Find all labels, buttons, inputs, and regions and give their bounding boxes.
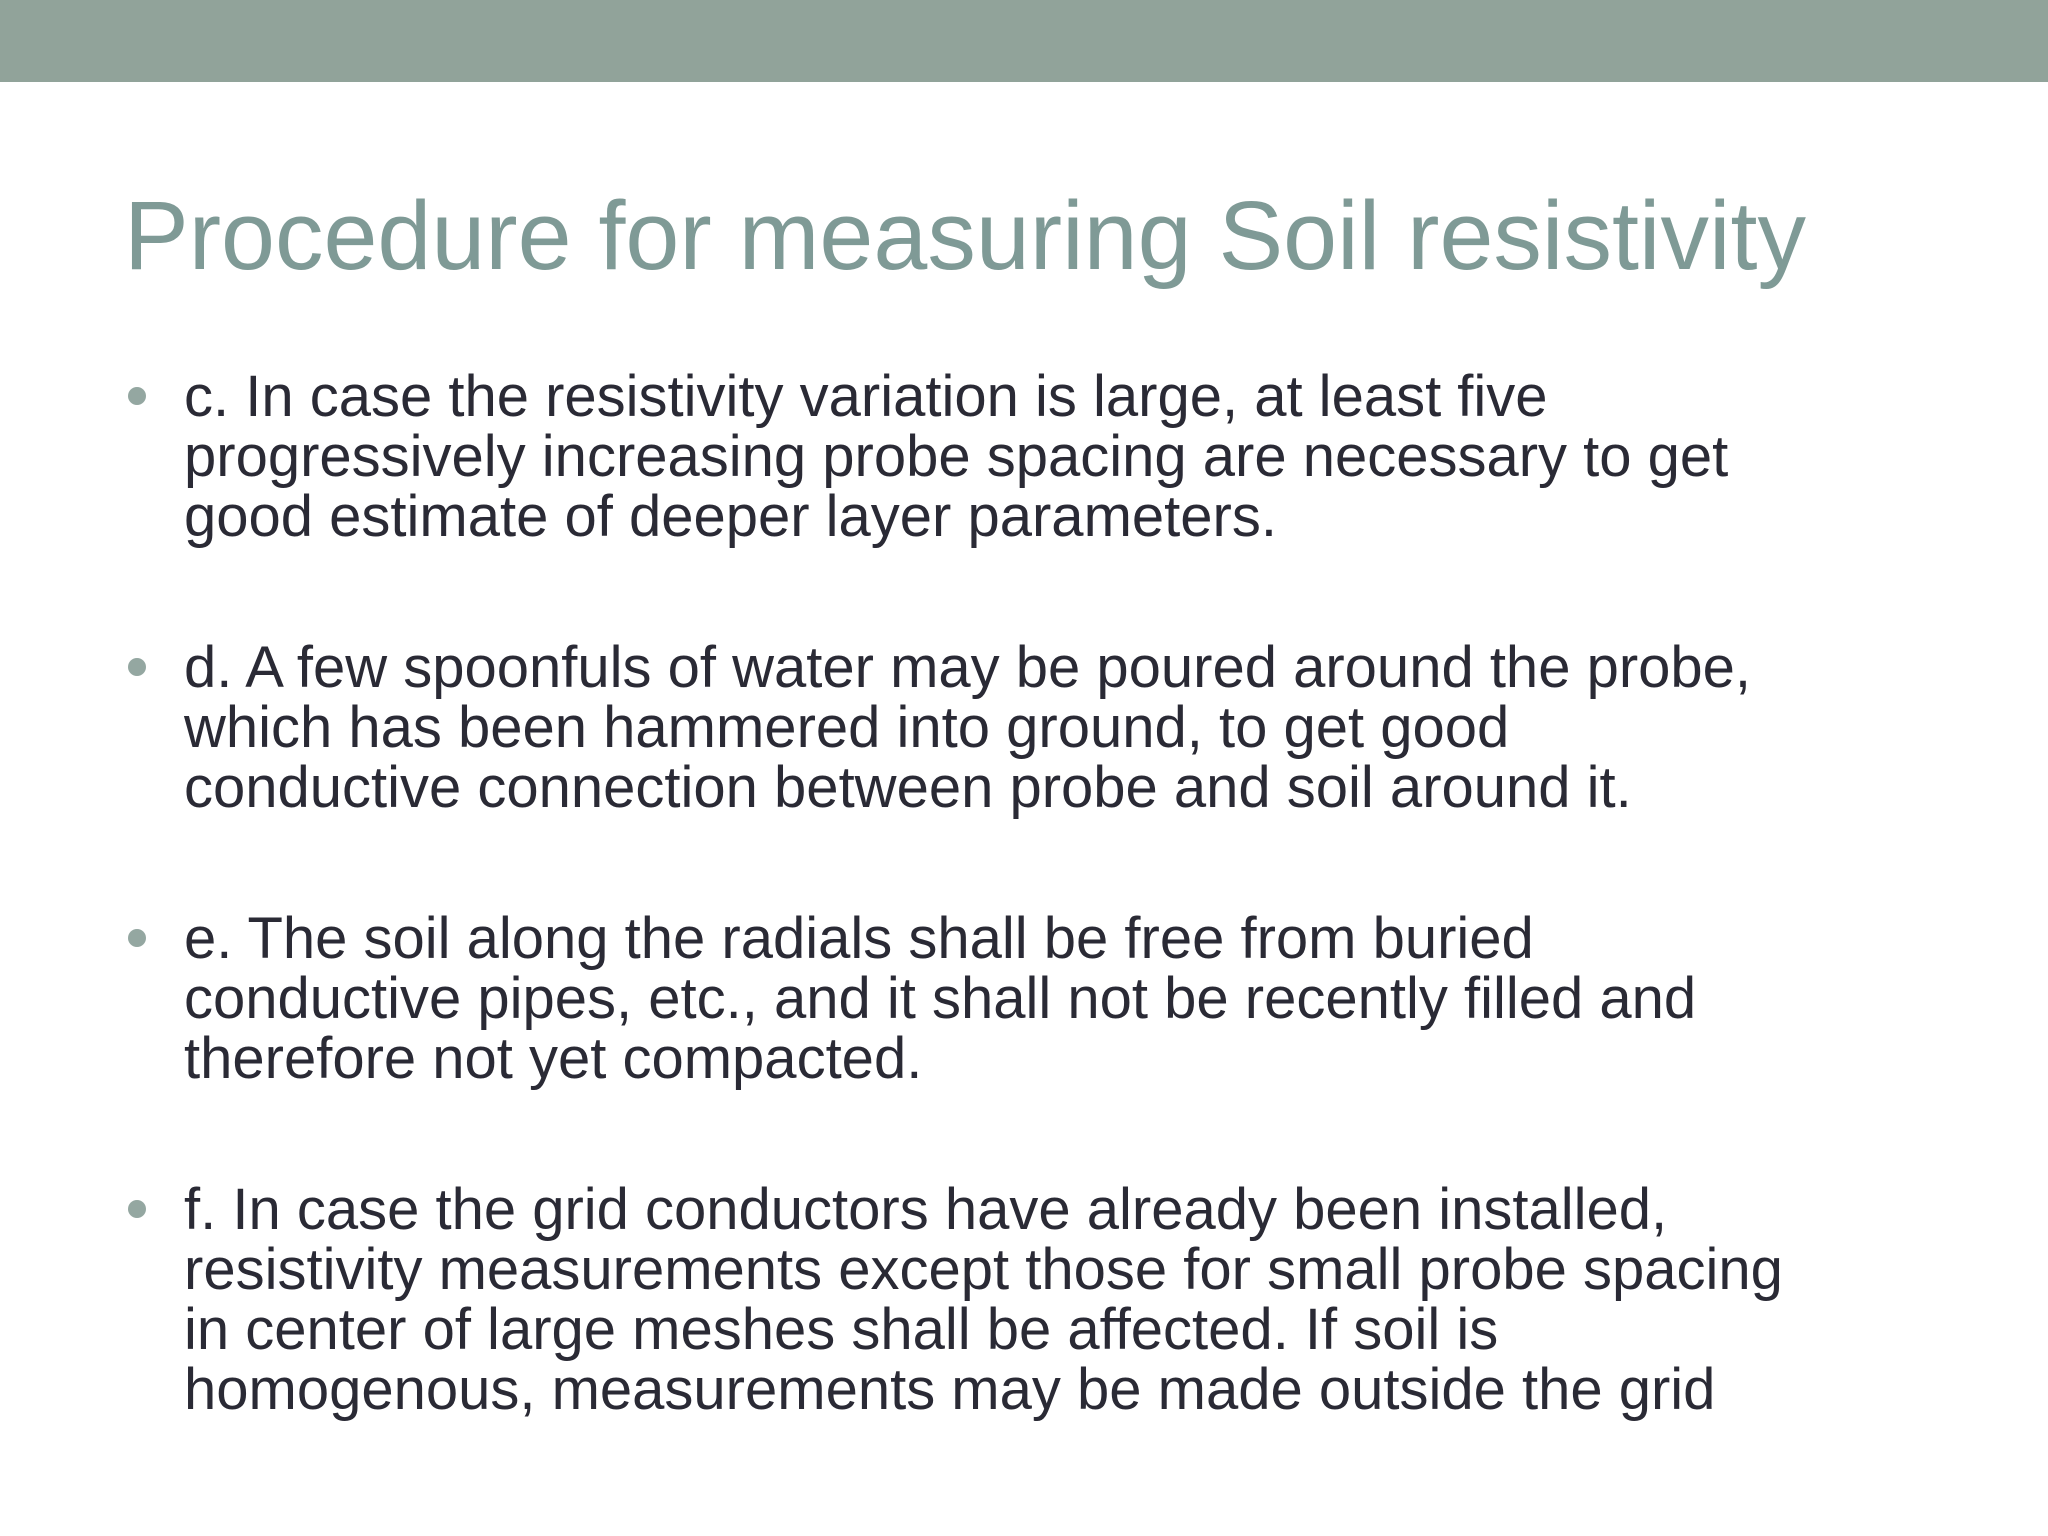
slide-title: Procedure for measuring Soil resistivity xyxy=(124,181,1806,290)
bullet-text: f. In case the grid conductors have already been installed, resistivity measurements except those for small probe spacing in center of large meshes shall be affected. If soil is homogenous, measurements may be made outside the grid xyxy=(184,1177,1783,1422)
bullet-marker-icon xyxy=(128,929,146,947)
bullet-text: c. In case the resistivity variation is large, at least five progressively increasing probe spacing are necessary to get good estimate of deeper layer parameters. xyxy=(184,364,1729,549)
bullet-marker-icon xyxy=(128,658,146,676)
bullet-text: d. A few spoonfuls of water may be poured around the probe, which has been hammered into ground, to get good conductive connection between probe and soil around it. xyxy=(184,635,1752,820)
bullet-marker-icon xyxy=(128,387,146,405)
bullet-marker-icon xyxy=(128,1200,146,1218)
bullet-text: e. The soil along the radials shall be free from buried conductive pipes, etc., and it shall not be recently filled and therefore not yet compacted. xyxy=(184,906,1697,1091)
